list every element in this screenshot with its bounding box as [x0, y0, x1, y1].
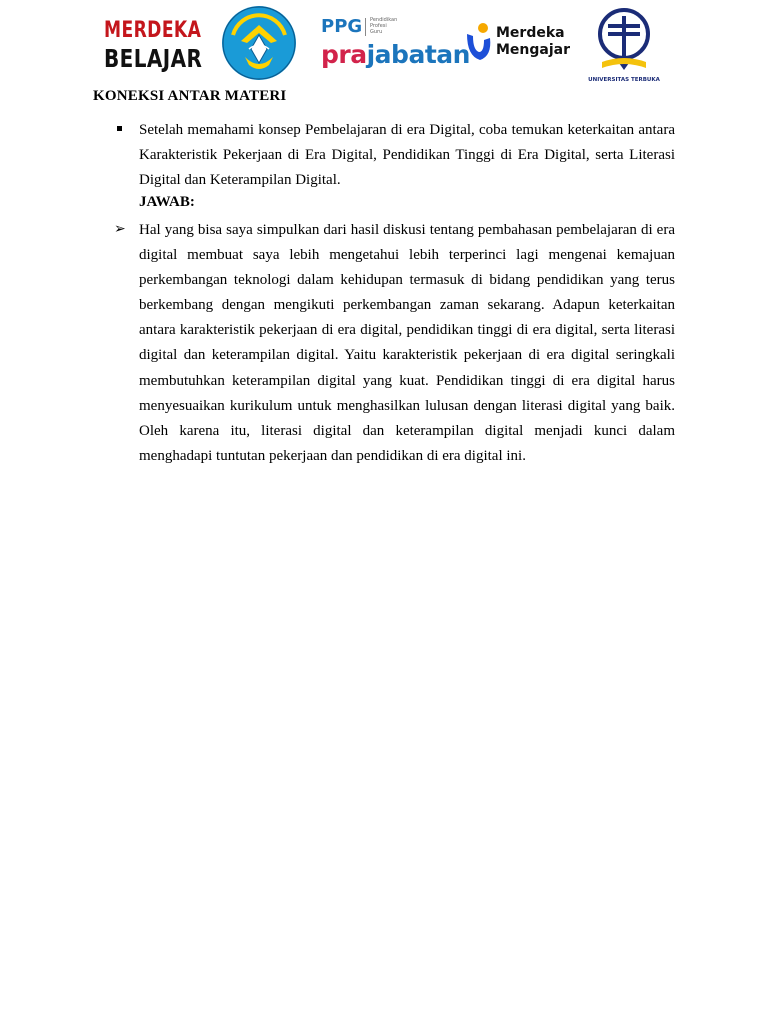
merdeka-belajar-logo: [104, 18, 203, 74]
logo-header: [0, 0, 768, 90]
universitas-terbuka-emblem: [586, 6, 662, 76]
merdeka-mengajar-line1: Merdeka: [496, 25, 565, 41]
question-paragraph: Setelah memahami konsep Pembelajaran di era Digital, coba temukan keterkaitan antara Karakteristik Pekerjaan di Era Digital, Pendidikan Tinggi di Era Digital, serta Literasi Digital dan Keterampilan Digital.: [139, 122, 675, 189]
ppg-separator: [365, 18, 366, 36]
merdeka-mengajar-line2: Mengajar: [496, 42, 571, 58]
section-heading: KONEKSI ANTAR MATERI: [93, 88, 287, 104]
arrow-bullet-icon: ➢: [114, 222, 126, 237]
square-bullet-icon: [117, 126, 122, 131]
merdeka-belajar-line2: BELAJAR: [104, 44, 203, 73]
tut-wuri-handayani-logo: [219, 5, 299, 81]
universitas-terbuka-logo: [586, 6, 662, 86]
merdeka-mengajar-icon: [464, 20, 494, 64]
universitas-terbuka-caption: UNIVERSITAS TERBUKA: [588, 77, 660, 83]
ppg-mark: PPG: [321, 16, 363, 37]
ppg-prajabatan-logo: [321, 14, 470, 70]
merdeka-mengajar-logo: [464, 20, 574, 66]
ppg-tagline: Pendidikan Profesi Guru: [370, 17, 398, 35]
prajabatan-wordmark: prajabatan: [321, 40, 470, 69]
merdeka-belajar-line1: MERDEKA: [104, 18, 202, 43]
answer-label: JAWAB:: [139, 194, 195, 210]
answer-paragraph: Hal yang bisa saya simpulkan dari hasil diskusi tentang pembahasan pembelajaran di era digital membuat saya lebih mengetahui lebih terperinci lagi mengenai kemajuan perkembangan teknologi dalam kehidupan termasuk di bidang pendidikan yang terus berkembang dengan mengikuti perkembangan zaman sekarang. Adapun keterkaitan antara karakteristik pekerjaan di era digital, pendidikan tinggi di era digital, serta literasi digital dan keterampilan digital. Yaitu karakteristik pekerjaan di era digital seringkali membutuhkan keterampilan digital yang kuat. Pendidikan tinggi di era digital harus menyesuaikan kurikulum untuk menghasilkan lulusan dengan literasi digital yang baik. Oleh karena itu, literasi digital dan keterampilan digital menjadi kunci dalam menghadapi tuntutan pekerjaan dan pendidikan di era digital ini.: [139, 222, 675, 464]
